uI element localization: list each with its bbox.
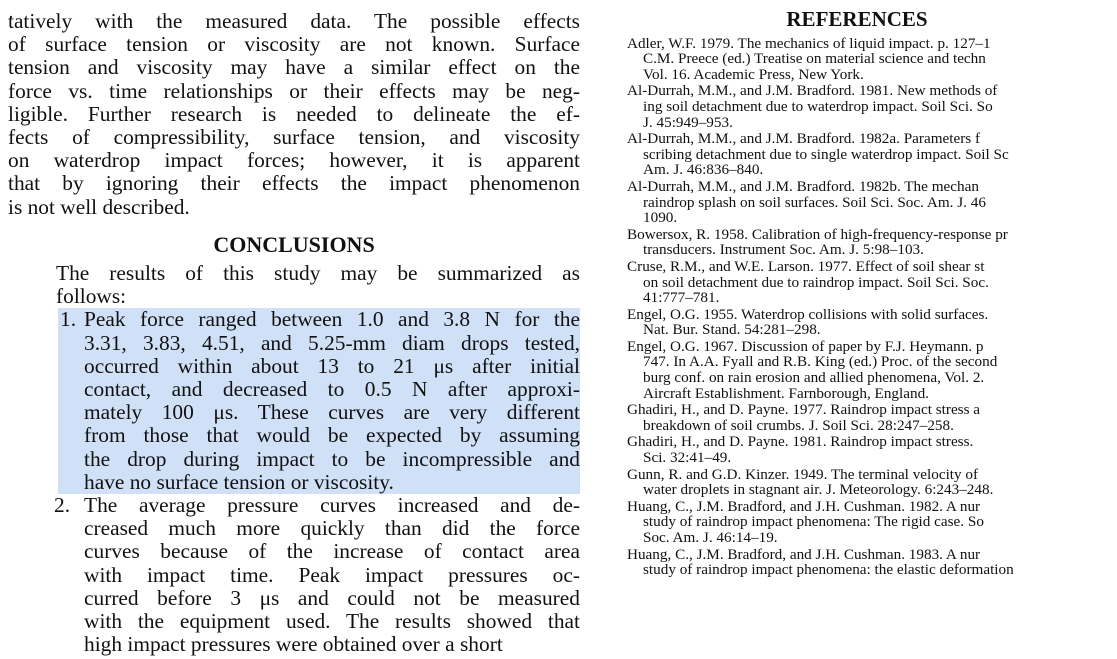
reference-line: Engel, O.G. 1955. Waterdrop collisions with solid surfaces. — [627, 305, 989, 323]
text-line: tension and viscosity may have a similar effect on the — [8, 55, 580, 80]
conclusion-item-2 — [8, 494, 580, 656]
text-line: force vs. time relationships or their effects may be neg- — [8, 78, 580, 103]
reference-line: study of raindrop impact phenomena: The rigid case. So — [643, 513, 984, 531]
text-line: ligible. Further research is needed to delineate the ef- — [8, 101, 580, 126]
text-line: mately 100 μs. These curves are very different — [84, 400, 580, 425]
reference-line: Cruse, R.M., and W.E. Larson. 1977. Effect of soil shear st — [627, 257, 985, 275]
text-line: The results of this study may be summarized as — [56, 261, 580, 286]
item-number: 1. — [60, 307, 77, 332]
reference-entry — [627, 434, 1117, 465]
left-column — [8, 10, 580, 656]
reference-line: Ghadiri, H., and D. Payne. 1981. Raindrop impact stress. — [627, 433, 974, 451]
reference-line: study of raindrop impact phenomena: the elastic deformation — [643, 561, 1014, 579]
references-column — [627, 7, 1117, 579]
reference-line: Ghadiri, H., and D. Payne. 1977. Raindrop impact stress a — [627, 401, 981, 419]
reference-line: Adler, W.F. 1979. The mechanics of liquid impact. p. 127–1 — [627, 34, 991, 52]
reference-line: Bowersox, R. 1958. Calibration of high-frequency-response pr — [627, 225, 1008, 243]
text-line: 3.31, 3.83, 4.51, and 5.25-mm diam drops tested, — [84, 330, 580, 355]
reference-entry — [627, 83, 1117, 130]
reference-line: Al-Durrah, M.M., and J.M. Bradford. 1982a. Parameters f — [627, 130, 981, 148]
reference-entry — [627, 36, 1117, 83]
reference-line: Soc. Am. J. 46:14–19. — [643, 529, 778, 546]
text-line: creased much more quickly than did the force — [84, 516, 580, 541]
text-line: that by ignoring their effects the impact phenomenon — [8, 171, 580, 196]
reference-line: breakdown of soil crumbs. J. Soil Sci. 28:247–258. — [643, 416, 954, 434]
reference-line: raindrop splash on soil surfaces. Soil Sci. Soc. Am. J. 46 — [643, 193, 986, 211]
reference-line: Am. J. 46:836–840. — [643, 161, 764, 179]
reference-entry — [627, 339, 1117, 401]
text-line: with impact time. Peak impact pressures oc- — [84, 562, 580, 587]
reference-line: water droplets in stagnant air. J. Meteorology. 6:243–248. — [643, 481, 994, 499]
reference-line: Huang, C., J.M. Bradford, and J.H. Cushman. 1982. A nur — [627, 497, 981, 515]
conclusion-item-1[interactable] — [58, 308, 580, 494]
reference-line: C.M. Preece (ed.) Treatise on material science and techn — [643, 50, 986, 68]
references-list — [627, 36, 1117, 578]
reference-line: ing soil detachment due to waterdrop impact. Soil Sci. So — [643, 97, 993, 115]
text-line: curves because of the increase of contact area — [84, 539, 580, 564]
reference-entry — [627, 402, 1117, 433]
reference-entry — [627, 547, 1117, 578]
reference-line: 1090. — [643, 209, 678, 227]
reference-entry — [627, 467, 1117, 498]
reference-entry — [627, 179, 1117, 226]
reference-line: Vol. 16. Academic Press, New York. — [643, 65, 864, 83]
reference-entry — [627, 499, 1117, 546]
text-line: have no surface tension or viscosity. — [84, 469, 394, 494]
reference-line: Huang, C., J.M. Bradford, and J.H. Cushman. 1983. A nur — [627, 545, 981, 563]
text-line: from those that would be expected by assuming — [84, 423, 580, 448]
references-heading: REFERENCES — [786, 7, 928, 31]
reference-line: Nat. Bur. Stand. 54:281–298. — [643, 321, 821, 339]
reference-line: transducers. Instrument Soc. Am. J. 5:98–103. — [643, 241, 924, 259]
reference-entry — [627, 227, 1117, 258]
text-line: is not well described. — [8, 194, 190, 219]
text-line: occurred within about 13 to 21 μs after initial — [84, 353, 580, 378]
reference-line: Al-Durrah, M.M., and J.M. Bradford. 1982b. The mechan — [627, 177, 979, 195]
text-line: the drop during impact to be incompressible and — [84, 446, 580, 471]
text-line: tatively with the measured data. The possible effects — [8, 9, 580, 33]
reference-line: Aircraft Establishment. Farnborough, England. — [643, 384, 929, 402]
item-text — [84, 308, 580, 494]
reference-line: Engel, O.G. 1967. Discussion of paper by F.J. Heymann. p — [627, 337, 984, 355]
reference-line: on soil detachment due to raindrop impact. Soil Sci. Soc. — [643, 273, 989, 291]
text-line: high impact pressures were obtained over a short — [84, 632, 503, 657]
reference-entry — [627, 307, 1117, 338]
reference-line: burg conf. on rain erosion and allied phenomena, Vol. 2. — [643, 369, 985, 387]
conclusions-heading: CONCLUSIONS — [213, 231, 375, 257]
item-number: 2. — [54, 493, 71, 518]
text-line: curred before 3 μs and could not be measured — [84, 585, 580, 610]
reference-line: J. 45:949–953. — [643, 113, 733, 131]
text-line: fects of compressibility, surface tension, and viscosity — [8, 125, 580, 150]
reference-line: 747. In A.A. Fyall and R.B. King (ed.) Proc. of the second — [643, 353, 998, 371]
reference-line: Al-Durrah, M.M., and J.M. Bradford. 1981. New methods of — [627, 82, 998, 100]
reference-entry — [627, 259, 1117, 306]
text-line: of surface tension or viscosity are not known. Surface — [8, 32, 580, 57]
text-line: with the equipment used. The results showed that — [84, 609, 580, 634]
item-text — [84, 494, 580, 656]
text-line: contact, and decreased to 0.5 N after approxi- — [84, 377, 580, 402]
conclusions-list — [8, 308, 580, 656]
summary-paragraph — [8, 262, 580, 308]
text-line: The average pressure curves increased and de- — [84, 493, 580, 518]
reference-line: Gunn, R. and G.D. Kinzer. 1949. The terminal velocity of — [627, 465, 979, 483]
reference-line: 41:777–781. — [643, 289, 720, 307]
text-line: on waterdrop impact forces; however, it is apparent — [8, 148, 580, 173]
intro-paragraph — [8, 10, 580, 219]
reference-line: Sci. 32:41–49. — [643, 449, 732, 467]
reference-entry — [627, 131, 1117, 178]
reference-line: scribing detachment due to single waterdrop impact. Soil Sc — [643, 145, 1009, 163]
text-line: follows: — [56, 284, 127, 309]
text-line: Peak force ranged between 1.0 and 3.8 N for the — [84, 307, 580, 332]
